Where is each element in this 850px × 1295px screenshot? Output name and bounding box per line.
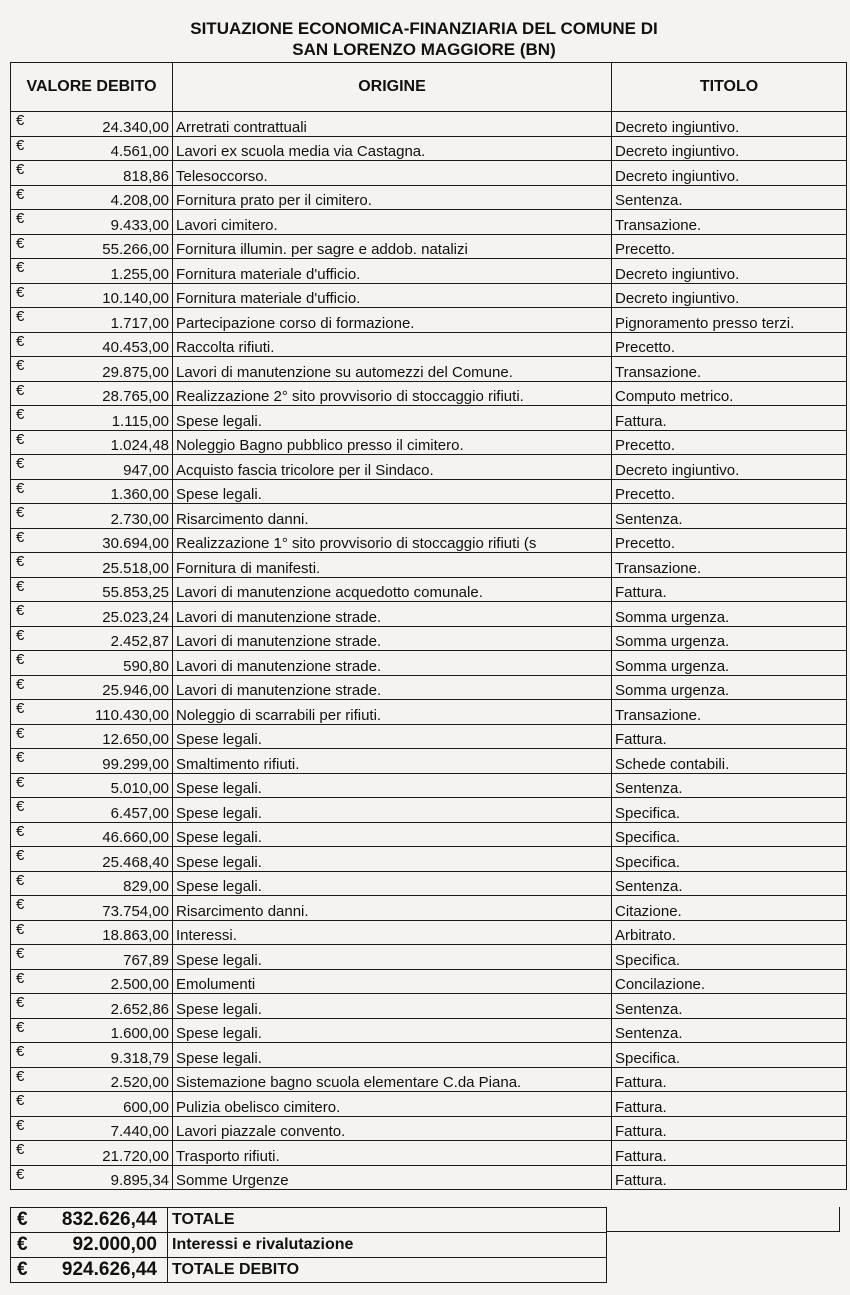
origine-cell: Fornitura illumin. per sagre e addob. natalizi <box>173 234 612 259</box>
titolo-cell: Sentenza. <box>612 504 847 529</box>
valore-amount: 29.875,00 <box>102 363 169 381</box>
valore-amount: 18.863,00 <box>102 927 169 944</box>
valore-cell <box>11 406 173 431</box>
empty-cell <box>606 1207 840 1232</box>
table-row <box>11 283 847 308</box>
origine-cell: Pulizia obelisco cimitero. <box>173 1092 612 1117</box>
origine-cell: Noleggio Bagno pubblico presso il cimitero. <box>173 430 612 455</box>
valore-cell <box>11 332 173 357</box>
origine-cell: Realizzazione 2° sito provvisorio di stoccaggio rifiuti. <box>173 381 612 406</box>
origine-cell: Spese legali. <box>173 847 612 872</box>
origine-cell: Lavori cimitero. <box>173 210 612 235</box>
table-row <box>11 1018 847 1043</box>
valore-amount: 12.650,00 <box>102 731 169 748</box>
valore-cell <box>11 626 173 651</box>
titolo-cell: Transazione. <box>612 210 847 235</box>
valore-amount: 6.457,00 <box>110 804 169 822</box>
euro-symbol: € <box>16 1165 25 1183</box>
valore-cell <box>11 577 173 602</box>
valore-cell <box>11 381 173 406</box>
euro-symbol: € <box>16 479 25 497</box>
titolo-cell: Sentenza. <box>612 185 847 210</box>
table-row <box>11 675 847 700</box>
valore-amount: 4.208,00 <box>110 192 169 209</box>
origine-cell: Spese legali. <box>173 945 612 970</box>
euro-symbol: € <box>16 602 25 619</box>
table-row <box>11 1116 847 1141</box>
origine-cell: Lavori di manutenzione strade. <box>173 651 612 676</box>
valore-amount: 1.717,00 <box>110 314 169 332</box>
euro-symbol: € <box>16 1043 25 1060</box>
origine-cell: Trasporto rifiuti. <box>173 1141 612 1166</box>
header-valore-debito: VALORE DEBITO <box>11 63 173 112</box>
valore-cell <box>11 651 173 676</box>
origine-cell: Spese legali. <box>173 1043 612 1068</box>
table-row <box>11 994 847 1019</box>
titolo-cell: Fattura. <box>612 577 847 602</box>
table-row <box>11 724 847 749</box>
table-row <box>11 1092 847 1117</box>
valore-amount: 2.500,00 <box>110 976 169 993</box>
table-row <box>11 234 847 259</box>
euro-symbol: € <box>16 357 25 374</box>
euro-symbol: € <box>16 969 25 987</box>
euro-symbol: € <box>16 1141 25 1158</box>
euro-symbol: € <box>16 112 25 129</box>
valore-cell <box>11 308 173 333</box>
total-value-cell <box>11 1208 168 1233</box>
valore-cell <box>11 700 173 725</box>
valore-amount: 767,89 <box>123 951 169 969</box>
table-row <box>11 700 847 725</box>
table-row <box>11 479 847 504</box>
origine-cell: Arretrati contrattuali <box>173 112 612 137</box>
origine-cell: Emolumenti <box>173 969 612 994</box>
valore-cell <box>11 749 173 774</box>
euro-symbol: € <box>16 455 25 472</box>
valore-amount: 55.266,00 <box>102 241 169 258</box>
valore-cell <box>11 283 173 308</box>
euro-symbol: € <box>16 430 25 448</box>
valore-cell <box>11 773 173 798</box>
valore-amount: 829,00 <box>123 878 169 895</box>
valore-amount: 9.433,00 <box>110 216 169 234</box>
euro-symbol: € <box>16 1018 25 1036</box>
euro-symbol: € <box>16 161 25 178</box>
valore-cell <box>11 528 173 553</box>
table-row <box>11 161 847 186</box>
titolo-cell: Precetto. <box>612 528 847 553</box>
total-value-cell <box>11 1233 168 1258</box>
valore-cell <box>11 185 173 210</box>
euro-symbol: € <box>16 675 25 693</box>
origine-cell: Fornitura materiale d'ufficio. <box>173 259 612 284</box>
origine-cell: Smaltimento rifiuti. <box>173 749 612 774</box>
debt-table <box>10 62 847 1190</box>
valore-cell <box>11 553 173 578</box>
titolo-cell: Citazione. <box>612 896 847 921</box>
valore-amount: 55.853,25 <box>102 584 169 601</box>
valore-amount: 1.600,00 <box>110 1025 169 1042</box>
titolo-cell: Decreto ingiuntivo. <box>612 112 847 137</box>
table-row <box>11 749 847 774</box>
origine-cell: Lavori di manutenzione strade. <box>173 626 612 651</box>
table-row <box>11 847 847 872</box>
titolo-cell: Decreto ingiuntivo. <box>612 136 847 161</box>
titolo-cell: Specifica. <box>612 1043 847 1068</box>
euro-symbol: € <box>16 553 25 570</box>
header-origine: ORIGINE <box>173 63 612 112</box>
valore-amount: 40.453,00 <box>102 339 169 356</box>
table-row <box>11 871 847 896</box>
titolo-cell: Fattura. <box>612 1116 847 1141</box>
titolo-cell: Specifica. <box>612 798 847 823</box>
valore-amount: 818,86 <box>123 167 169 185</box>
euro-symbol: € <box>16 528 25 546</box>
table-row <box>11 822 847 847</box>
euro-symbol: € <box>16 1067 25 1085</box>
origine-cell: Acquisto fascia tricolore per il Sindaco. <box>173 455 612 480</box>
total-label: TOTALE <box>168 1208 607 1233</box>
valore-amount: 1.024,48 <box>110 437 169 454</box>
table-body <box>11 112 847 1190</box>
valore-amount: 1.360,00 <box>110 486 169 503</box>
valore-amount: 2.452,87 <box>110 633 169 650</box>
title-line-2: SAN LORENZO MAGGIORE (BN) <box>292 40 556 59</box>
table-row <box>11 1165 847 1190</box>
origine-cell: Raccolta rifiuti. <box>173 332 612 357</box>
valore-amount: 2.520,00 <box>110 1074 169 1091</box>
valore-cell <box>11 504 173 529</box>
table-row <box>11 136 847 161</box>
titolo-cell: Somma urgenza. <box>612 602 847 627</box>
origine-cell: Noleggio di scarrabili per rifiuti. <box>173 700 612 725</box>
valore-amount: 590,80 <box>123 657 169 675</box>
valore-amount: 1.255,00 <box>110 265 169 283</box>
euro-symbol: € <box>16 773 25 791</box>
titolo-cell: Somma urgenza. <box>612 651 847 676</box>
origine-cell: Realizzazione 1° sito provvisorio di stoccaggio rifiuti (s <box>173 528 612 553</box>
euro-symbol: € <box>16 847 25 864</box>
valore-cell <box>11 136 173 161</box>
table-row <box>11 528 847 553</box>
valore-amount: 110.430,00 <box>95 706 169 724</box>
valore-cell <box>11 675 173 700</box>
table-row <box>11 308 847 333</box>
valore-cell <box>11 602 173 627</box>
titolo-cell: Somma urgenza. <box>612 626 847 651</box>
total-amount: 924.626,44 <box>61 1259 157 1280</box>
valore-amount: 1.115,00 <box>111 412 169 430</box>
titolo-cell: Precetto. <box>612 479 847 504</box>
valore-amount: 2.730,00 <box>110 510 169 528</box>
titolo-cell: Transazione. <box>612 700 847 725</box>
euro-symbol: € <box>16 406 25 423</box>
titolo-cell: Sentenza. <box>612 773 847 798</box>
totals-row <box>11 1258 607 1283</box>
header-row <box>11 63 847 112</box>
header-titolo: TITOLO <box>612 63 847 112</box>
titolo-cell: Precetto. <box>612 234 847 259</box>
table-row <box>11 945 847 970</box>
valore-cell <box>11 1165 173 1190</box>
table-row <box>11 651 847 676</box>
titolo-cell: Fattura. <box>612 724 847 749</box>
valore-cell <box>11 920 173 945</box>
valore-cell <box>11 455 173 480</box>
table-row <box>11 259 847 284</box>
table-row <box>11 430 847 455</box>
total-amount: 832.626,44 <box>61 1209 157 1230</box>
titolo-cell: Decreto ingiuntivo. <box>612 283 847 308</box>
titolo-cell: Fattura. <box>612 1165 847 1190</box>
valore-cell <box>11 1116 173 1141</box>
valore-amount: 99.299,00 <box>102 755 169 773</box>
titolo-cell: Precetto. <box>612 332 847 357</box>
valore-cell <box>11 430 173 455</box>
totals-body <box>11 1208 607 1283</box>
origine-cell: Risarcimento danni. <box>173 504 612 529</box>
table-row <box>11 332 847 357</box>
euro-symbol: € <box>16 994 25 1011</box>
table-row <box>11 357 847 382</box>
origine-cell: Lavori di manutenzione strade. <box>173 602 612 627</box>
euro-symbol: € <box>16 822 25 840</box>
euro-symbol: € <box>16 651 25 668</box>
titolo-cell: Decreto ingiuntivo. <box>612 455 847 480</box>
origine-cell: Lavori ex scuola media via Castagna. <box>173 136 612 161</box>
valore-amount: 7.440,00 <box>110 1123 169 1140</box>
table-row <box>11 381 847 406</box>
euro-symbol: € <box>16 920 25 938</box>
titolo-cell: Sentenza. <box>612 871 847 896</box>
table-row <box>11 798 847 823</box>
origine-cell: Partecipazione corso di formazione. <box>173 308 612 333</box>
valore-cell <box>11 1141 173 1166</box>
valore-amount: 10.140,00 <box>102 290 169 307</box>
euro-symbol: € <box>16 871 25 889</box>
valore-amount: 2.652,86 <box>110 1000 169 1018</box>
valore-cell <box>11 822 173 847</box>
titolo-cell: Specifica. <box>612 945 847 970</box>
origine-cell: Spese legali. <box>173 798 612 823</box>
valore-amount: 24.340,00 <box>102 118 169 136</box>
origine-cell: Fornitura materiale d'ufficio. <box>173 283 612 308</box>
euro-symbol: € <box>16 896 25 913</box>
table-row <box>11 112 847 137</box>
origine-cell: Spese legali. <box>173 822 612 847</box>
euro-symbol: € <box>16 308 25 325</box>
valore-cell <box>11 234 173 259</box>
table-row <box>11 455 847 480</box>
euro-symbol: € <box>16 381 25 399</box>
valore-cell <box>11 994 173 1019</box>
valore-amount: 73.754,00 <box>102 902 169 920</box>
table-row <box>11 1141 847 1166</box>
valore-amount: 25.946,00 <box>102 682 169 699</box>
table-row <box>11 1067 847 1092</box>
table-row <box>11 577 847 602</box>
titolo-cell: Schede contabili. <box>612 749 847 774</box>
valore-cell <box>11 969 173 994</box>
euro-symbol: € <box>16 283 25 301</box>
total-value-cell <box>11 1258 168 1283</box>
titolo-cell: Specifica. <box>612 847 847 872</box>
valore-amount: 5.010,00 <box>110 780 169 797</box>
titolo-cell: Sentenza. <box>612 1018 847 1043</box>
valore-amount: 25.518,00 <box>102 559 169 577</box>
titolo-cell: Sentenza. <box>612 994 847 1019</box>
titolo-cell: Concilazione. <box>612 969 847 994</box>
valore-amount: 4.561,00 <box>110 143 169 160</box>
euro-symbol: € <box>16 234 25 252</box>
valore-cell <box>11 945 173 970</box>
euro-symbol: € <box>16 185 25 203</box>
valore-amount: 947,00 <box>123 461 169 479</box>
total-label: TOTALE DEBITO <box>168 1258 607 1283</box>
valore-cell <box>11 896 173 921</box>
euro-symbol: € <box>16 798 25 815</box>
origine-cell: Sistemazione bagno scuola elementare C.da Piana. <box>173 1067 612 1092</box>
origine-cell: Spese legali. <box>173 773 612 798</box>
origine-cell: Fornitura prato per il cimitero. <box>173 185 612 210</box>
table-row <box>11 602 847 627</box>
valore-amount: 21.720,00 <box>102 1147 169 1165</box>
origine-cell: Spese legali. <box>173 724 612 749</box>
table-row <box>11 920 847 945</box>
euro-symbol: € <box>16 577 25 595</box>
origine-cell: Risarcimento danni. <box>173 896 612 921</box>
titolo-cell: Decreto ingiuntivo. <box>612 259 847 284</box>
euro-symbol: € <box>16 1092 25 1109</box>
origine-cell: Somme Urgenze <box>173 1165 612 1190</box>
origine-cell: Lavori di manutenzione acquedotto comunale. <box>173 577 612 602</box>
table-row <box>11 896 847 921</box>
origine-cell: Fornitura di manifesti. <box>173 553 612 578</box>
titolo-cell: Decreto ingiuntivo. <box>612 161 847 186</box>
euro-symbol: € <box>17 1209 28 1230</box>
valore-amount: 9.895,34 <box>110 1172 169 1189</box>
titolo-cell: Fattura. <box>612 1141 847 1166</box>
valore-cell <box>11 871 173 896</box>
euro-symbol: € <box>16 749 25 766</box>
table-row <box>11 406 847 431</box>
titolo-cell: Computo metrico. <box>612 381 847 406</box>
totals-table <box>10 1207 607 1283</box>
valore-cell <box>11 161 173 186</box>
titolo-cell: Arbitrato. <box>612 920 847 945</box>
euro-symbol: € <box>16 259 25 276</box>
euro-symbol: € <box>16 724 25 742</box>
valore-amount: 28.765,00 <box>102 388 169 405</box>
valore-cell <box>11 1092 173 1117</box>
euro-symbol: € <box>16 700 25 717</box>
valore-cell <box>11 1043 173 1068</box>
document-title <box>0 18 850 60</box>
valore-amount: 25.468,40 <box>102 853 169 871</box>
titolo-cell: Fattura. <box>612 1067 847 1092</box>
origine-cell: Spese legali. <box>173 871 612 896</box>
origine-cell: Spese legali. <box>173 994 612 1019</box>
valore-cell <box>11 1018 173 1043</box>
euro-symbol: € <box>16 210 25 227</box>
euro-symbol: € <box>17 1259 28 1280</box>
euro-symbol: € <box>17 1234 28 1255</box>
table-row <box>11 773 847 798</box>
table-row <box>11 969 847 994</box>
origine-cell: Interessi. <box>173 920 612 945</box>
valore-cell <box>11 210 173 235</box>
valore-cell <box>11 724 173 749</box>
titolo-cell: Somma urgenza. <box>612 675 847 700</box>
euro-symbol: € <box>16 1116 25 1134</box>
table-row <box>11 626 847 651</box>
valore-amount: 30.694,00 <box>102 535 169 552</box>
euro-symbol: € <box>16 626 25 644</box>
titolo-cell: Precetto. <box>612 430 847 455</box>
euro-symbol: € <box>16 504 25 521</box>
total-amount: 92.000,00 <box>72 1234 157 1255</box>
valore-cell <box>11 479 173 504</box>
titolo-cell: Pignoramento presso terzi. <box>612 308 847 333</box>
valore-cell <box>11 847 173 872</box>
title-line-1: SITUAZIONE ECONOMICA-FINANZIARIA DEL COMUNE DI <box>190 19 658 38</box>
euro-symbol: € <box>16 332 25 350</box>
table-row <box>11 185 847 210</box>
valore-cell <box>11 357 173 382</box>
origine-cell: Lavori di manutenzione su automezzi del Comune. <box>173 357 612 382</box>
valore-cell <box>11 798 173 823</box>
origine-cell: Spese legali. <box>173 479 612 504</box>
totals-row <box>11 1233 607 1258</box>
table-row <box>11 504 847 529</box>
titolo-cell: Fattura. <box>612 1092 847 1117</box>
valore-amount: 25.023,24 <box>102 608 169 626</box>
total-label: Interessi e rivalutazione <box>168 1233 607 1258</box>
valore-amount: 46.660,00 <box>102 829 169 846</box>
euro-symbol: € <box>16 945 25 962</box>
valore-amount: 600,00 <box>123 1098 169 1116</box>
origine-cell: Lavori piazzale convento. <box>173 1116 612 1141</box>
valore-cell <box>11 112 173 137</box>
valore-amount: 9.318,79 <box>110 1049 169 1067</box>
table-row <box>11 553 847 578</box>
titolo-cell: Transazione. <box>612 357 847 382</box>
totals-row <box>11 1208 607 1233</box>
titolo-cell: Specifica. <box>612 822 847 847</box>
euro-symbol: € <box>16 136 25 154</box>
table-row <box>11 210 847 235</box>
titolo-cell: Transazione. <box>612 553 847 578</box>
origine-cell: Spese legali. <box>173 406 612 431</box>
table-row <box>11 1043 847 1068</box>
valore-cell <box>11 259 173 284</box>
origine-cell: Telesoccorso. <box>173 161 612 186</box>
titolo-cell: Fattura. <box>612 406 847 431</box>
origine-cell: Lavori di manutenzione strade. <box>173 675 612 700</box>
valore-cell <box>11 1067 173 1092</box>
origine-cell: Spese legali. <box>173 1018 612 1043</box>
